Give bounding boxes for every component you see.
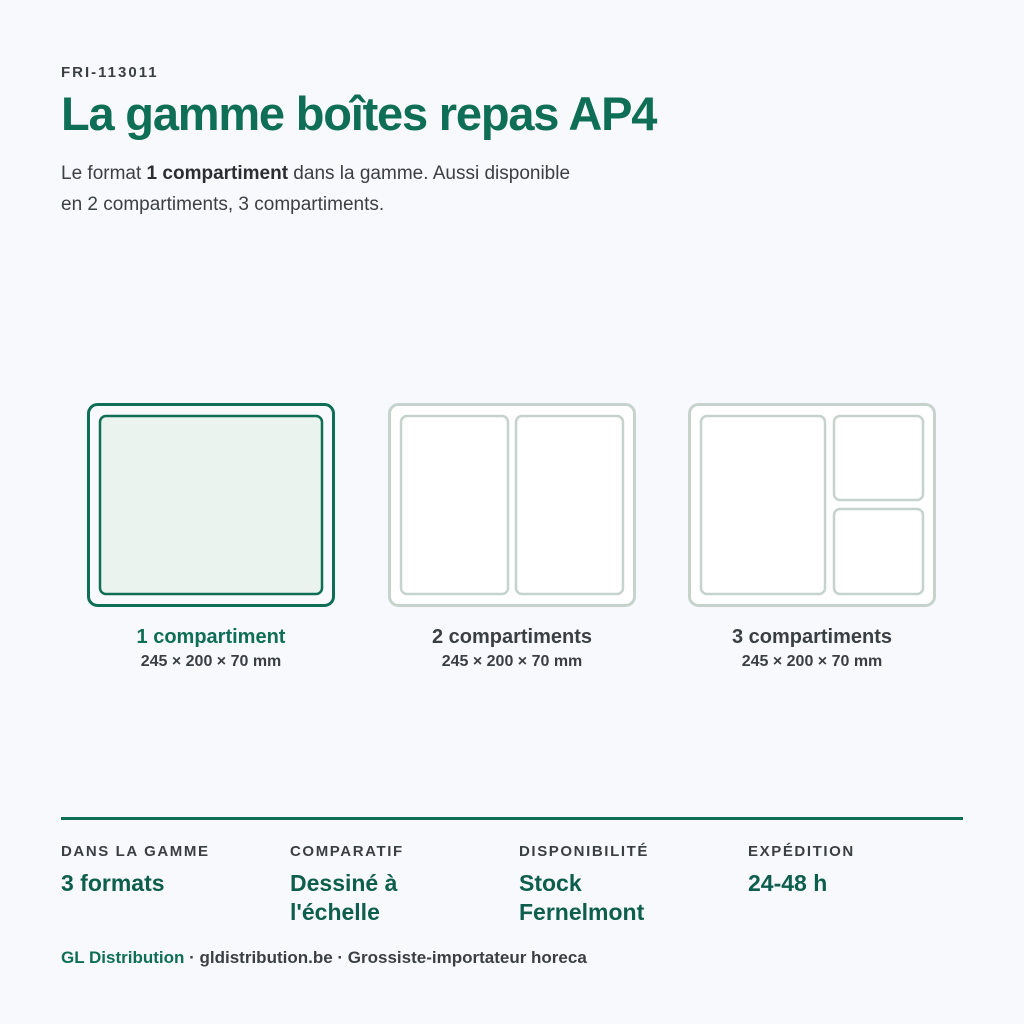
stat-range-label: DANS LA GAMME	[61, 843, 210, 860]
tray-3-compartments-icon	[688, 403, 936, 607]
variant-2-compartments-diagram[interactable]	[388, 403, 636, 607]
intro-highlight: 1 compartiment	[146, 163, 289, 184]
product-sku: FRI-113011	[61, 64, 159, 81]
stat-shipping-value: 24-48 h	[748, 870, 828, 896]
stat-shipping	[748, 843, 968, 898]
variant-3-dimensions: 245 × 200 × 70 mm	[741, 653, 883, 670]
variant-2-caption	[388, 624, 636, 671]
intro-text	[61, 158, 581, 220]
stat-range	[61, 843, 281, 898]
footer	[61, 948, 587, 968]
stat-comparison-value: Dessiné à l'échelle	[290, 870, 398, 925]
variant-2-name: 2 compartiments	[431, 626, 593, 648]
section-divider	[61, 817, 963, 820]
variant-1-name: 1 compartiment	[136, 626, 286, 648]
variant-1-compartment-diagram[interactable]	[87, 403, 335, 607]
tray-2-compartments-icon	[388, 403, 636, 607]
variant-3-compartments-diagram[interactable]	[688, 403, 936, 607]
intro-prefix: Le format	[61, 163, 147, 184]
stat-availability	[519, 843, 699, 927]
variant-2-dimensions: 245 × 200 × 70 mm	[441, 653, 583, 670]
variant-1-dimensions: 245 × 200 × 70 mm	[140, 653, 282, 670]
variant-3-name: 3 compartiments	[731, 626, 893, 648]
page-title: La gamme boîtes repas AP4	[61, 87, 657, 140]
stat-shipping-label: EXPÉDITION	[748, 843, 855, 860]
intro-suffix: dans la gamme. Aussi disponible en 2 compartiments, 3 compartiments.	[61, 163, 571, 215]
stat-comparison	[290, 843, 470, 927]
variant-3-caption	[688, 624, 936, 671]
tray-1-compartment-icon	[87, 403, 335, 607]
stat-comparison-label: COMPARATIF	[290, 843, 404, 860]
variant-1-caption	[87, 624, 335, 671]
footer-brand: GL Distribution	[61, 948, 185, 967]
stat-range-value: 3 formats	[61, 870, 165, 896]
stat-availability-value: Stock Fernelmont	[519, 870, 645, 925]
footer-details: · gldistribution.be · Grossiste-importateur horeca	[184, 948, 587, 967]
stat-availability-label: DISPONIBILITÉ	[519, 843, 649, 860]
